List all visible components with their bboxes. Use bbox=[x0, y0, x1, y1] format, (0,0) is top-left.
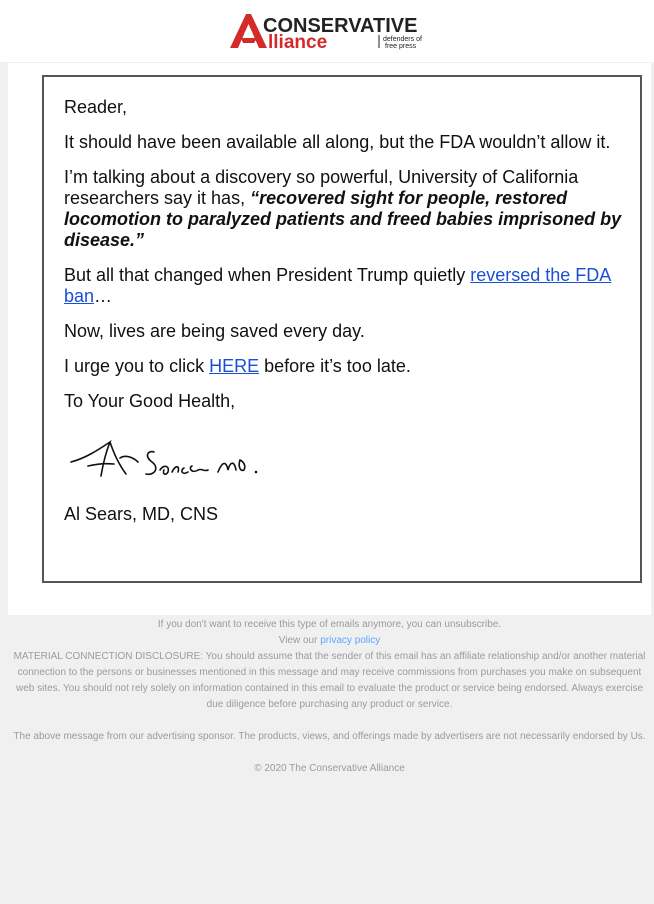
sponsor-note: The above message from our advertising sponsor. The products, views, and offerings made by advertisers are not necessarily endorsed by Us. bbox=[13, 731, 646, 742]
privacy-policy-link[interactable]: privacy policy bbox=[320, 635, 381, 646]
signer-name: Al Sears, MD, CNS bbox=[64, 504, 219, 524]
greeting: Reader, bbox=[64, 97, 128, 117]
material-disclosure: MATERIAL CONNECTION DISCLOSURE: You should assume that the sender of this email has an affiliate relationship and/or another material connection to the persons or businesses mentioned in this message and may receive commissions from purchases you make on subsequent web sites. You should not rely solely on information contained in this email to evaluate the product or service being endorsed. Always exercise due diligence before purchasing any product or service. bbox=[13, 651, 646, 710]
unsubscribe-text[interactable]: If you don't want to receive this type of emails anymore, you can unsubscribe. bbox=[157, 619, 502, 630]
paragraph-1: It should have been available all along, but the FDA wouldn’t allow it. bbox=[64, 132, 611, 152]
signature-icon bbox=[68, 436, 268, 482]
closing: To Your Good Health, bbox=[64, 391, 236, 411]
email-footer bbox=[8, 617, 651, 777]
paragraph-3-lead: But all that changed when President Trump quietly bbox=[64, 265, 471, 285]
copyright: © 2020 The Conservative Alliance bbox=[254, 763, 405, 774]
alliance-logo-icon bbox=[230, 12, 430, 50]
logo-tagline-2: free press bbox=[385, 43, 417, 50]
letter-body bbox=[64, 97, 624, 539]
letter-box bbox=[42, 75, 642, 583]
footer-spacer bbox=[8, 745, 651, 761]
privacy-line bbox=[8, 633, 651, 649]
paragraph-3-tail: … bbox=[94, 286, 113, 306]
here-link[interactable]: HERE bbox=[209, 356, 260, 376]
paragraph-5-lead: I urge you to click bbox=[64, 356, 210, 376]
paragraph-2-lead: I’m talking about a discovery so powerful, University of California researchers say it has, bbox=[64, 167, 579, 208]
content-area bbox=[8, 63, 651, 615]
footer-spacer bbox=[8, 713, 651, 729]
paragraph-3 bbox=[64, 265, 624, 307]
paragraph-5-tail: before it’s too late. bbox=[259, 356, 411, 376]
logo-word-conservative: CONSERVATIVE bbox=[263, 15, 418, 37]
brand-logo[interactable] bbox=[230, 12, 430, 50]
paragraph-5 bbox=[64, 356, 624, 377]
paragraph-4: Now, lives are being saved every day. bbox=[64, 321, 365, 341]
privacy-lead: View our bbox=[278, 635, 321, 646]
header-bar bbox=[0, 0, 654, 62]
logo-word-alliance: lliance bbox=[268, 32, 328, 50]
quote-text: “recovered sight for people, restored locomotion to paralyzed patients and freed babies imprisoned by disease.” bbox=[64, 188, 622, 250]
paragraph-2 bbox=[64, 167, 624, 251]
reversed-fda-ban-link[interactable]: reversed the FDA ban bbox=[64, 265, 612, 306]
logo-tagline-1: defenders of bbox=[383, 36, 422, 43]
